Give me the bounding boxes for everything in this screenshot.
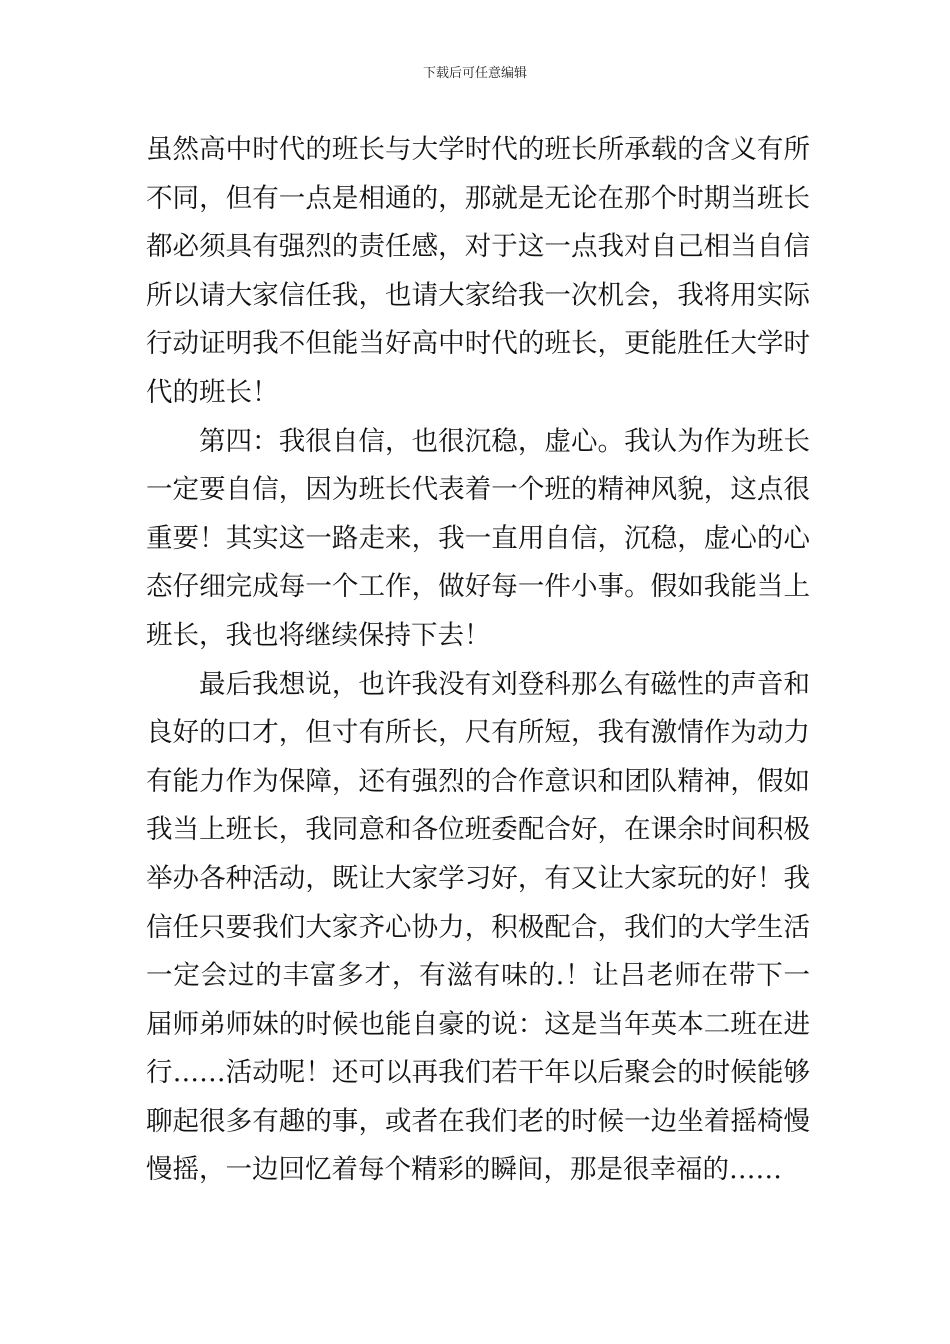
paragraph-closing: 最后我想说，也许我没有刘登科那么有磁性的声音和良好的口才，但寸有所长，尺有所短，我有激情作为动力有能力作为保障，还有强烈的合作意识和团队精神，假如我当上班长，我同意和各位班委配合好，在课余时间积极举办各种活动，既让大家学习好，有又让大家玩的好！我信任只要我们大家齐心协力，积极配合，我们的大学生活一定会过的丰富多才，有滋有味的.！让吕老师在带下一届师弟师妹的时候也能自豪的说：这是当年英本二班在进行……活动呢！还可以再我们若干年以后聚会的时候能够聊起很多有趣的事，或者在我们老的时候一边坐着摇椅慢慢摇，一边回忆着每个精彩的瞬间，那是很幸福的…… — [146, 668, 810, 1186]
page-header: 下载后可任意编辑 — [422, 66, 527, 81]
document-body — [146, 126, 810, 1195]
paragraph-fourth-point: 第四：我很自信，也很沉稳，虚心。我认为作为班长一定要自信，因为班长代表着一个班的精神风貌，这点很重要！其实这一路走来，我一直用自信，沉稳，虚心的心态仔细完成每一个工作，做好每一件小事。假如我能当上班长，我也将继续保持下去！ — [146, 425, 810, 651]
paragraph-continuation: 虽然高中时代的班长与大学时代的班长所承载的含义有所不同，但有一点是相通的，那就是无论在那个时期当班长都必须具有强烈的责任感，对于这一点我对自己相当自信所以请大家信任我，也请大家给我一次机会，我将用实际行动证明我不但能当好高中时代的班长，更能胜任大学时代的班长！ — [146, 134, 810, 408]
